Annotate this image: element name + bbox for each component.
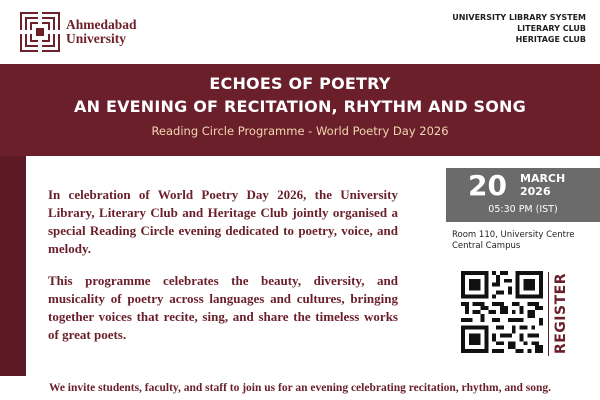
date-panel (446, 168, 600, 222)
title-banner (0, 64, 600, 156)
event-title-line2: AN EVENING OF RECITATION, RHYTHM AND SONG (74, 97, 526, 116)
event-title-line1: ECHOES OF POETRY (209, 74, 391, 93)
event-venue (452, 230, 575, 252)
event-subtitle: Reading Circle Programme - World Poetry Day 2026 (151, 124, 449, 138)
org-literary-club: LITERARY CLUB (517, 24, 586, 33)
event-time: 05:30 PM (IST) (488, 204, 558, 215)
description-paragraph-1: In celebration of World Poetry Day 2026, the University Library, Literary Club and Heritage Club jointly organised a special Reading Circle evening dedicated to poetry, voice, and melody. (48, 187, 398, 256)
maze-logo-icon (20, 12, 60, 52)
register-label[interactable]: REGISTER (553, 273, 569, 355)
register-label-container[interactable] (548, 272, 573, 356)
event-year: 2026 (520, 185, 551, 198)
register-qr-code[interactable] (461, 271, 543, 353)
org-heritage-club: HERITAGE CLUB (515, 35, 586, 44)
venue-line2: Central Campus (452, 241, 521, 251)
event-month: MARCH (520, 172, 566, 185)
left-accent-strip (0, 156, 26, 376)
logo-line1: Ahmedabad (66, 17, 137, 32)
logo-line2: University (66, 31, 126, 46)
organizer-list (452, 12, 586, 45)
description-paragraph-2: This programme celebrates the beauty, diversity, and musicality of poetry across languages and cultures, bringing together voices that recite, sing, and share the timeless works of great poets. (48, 273, 398, 342)
university-logo (20, 12, 137, 52)
event-description (48, 186, 398, 358)
footer-invitation: We invite students, faculty, and staff to join us for an evening celebrating recitation, rhythm, and song. (48, 382, 552, 394)
qr-code-icon (461, 271, 543, 353)
top-header (0, 0, 600, 64)
org-library: UNIVERSITY LIBRARY SYSTEM (452, 13, 586, 22)
venue-line1: Room 110, University Centre (452, 230, 575, 240)
logo-text (66, 18, 137, 46)
event-day: 20 (468, 169, 507, 202)
